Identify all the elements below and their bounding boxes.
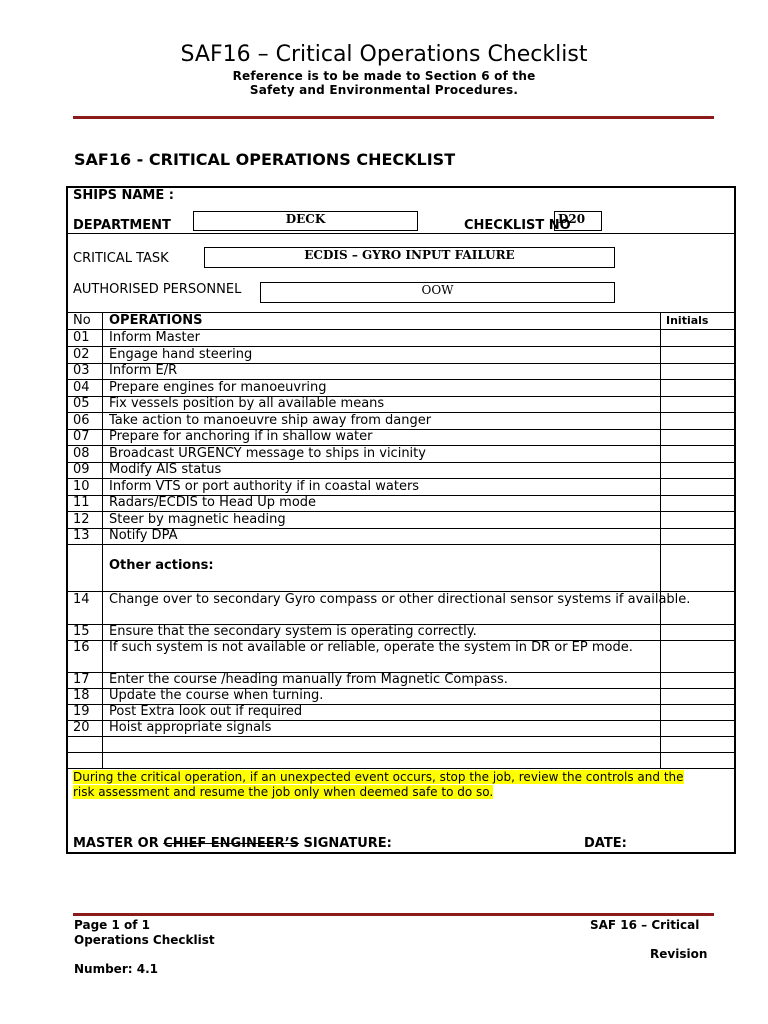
checklist-form	[66, 186, 736, 854]
row-operation: Modify AIS status	[109, 462, 222, 477]
row-line	[68, 544, 734, 545]
signature-struck-text: CHIEF ENGINEER’S	[163, 836, 299, 851]
row-number: 02	[73, 346, 90, 362]
row-operation: Post Extra look out if required	[109, 704, 303, 719]
section-title: SAF16 - CRITICAL OPERATIONS CHECKLIST	[74, 150, 456, 169]
row-number: 05	[73, 396, 90, 411]
row-number: 17	[73, 672, 90, 687]
row-operation: Take action to manoeuvre ship away from danger	[109, 412, 432, 428]
row-number: 07	[73, 429, 90, 444]
col-no-header: No	[73, 313, 91, 328]
empty-row-line	[68, 752, 734, 753]
row-operation: Notify DPA	[109, 528, 178, 543]
row-operation: Fix vessels position by all available means	[109, 396, 385, 411]
col-initials-header: Initials	[666, 314, 709, 327]
row-operation: Update the course when turning.	[109, 688, 324, 703]
row-number: 19	[73, 704, 90, 719]
table-bottom-line	[68, 768, 734, 769]
subtitle-line-1: Reference is to be made to Section 6 of the	[232, 69, 536, 83]
row-number: 16	[73, 640, 90, 655]
row-number: 20	[73, 720, 90, 735]
row-number: 18	[73, 688, 90, 703]
row-operation: Ensure that the secondary system is operating correctly.	[109, 624, 477, 639]
warning-note	[73, 770, 684, 800]
row-operation: Inform VTS or port authority if in coastal waters	[109, 478, 420, 494]
header-rule	[73, 116, 714, 119]
row-operation: Engage hand steering	[109, 346, 253, 362]
authorised-personnel-label: AUTHORISED PERSONNEL	[73, 282, 242, 297]
row-number: 08	[73, 445, 90, 461]
checklist-no-label: CHECKLIST NO	[464, 218, 571, 233]
warning-line-2: risk assessment and resume the job only when deemed safe to do so.	[73, 785, 494, 799]
row-number: 14	[73, 592, 90, 607]
col-divider-no	[102, 312, 103, 768]
row-number: 11	[73, 495, 90, 510]
row-number: 06	[73, 412, 90, 428]
row-number: 10	[73, 478, 90, 494]
authorised-personnel-field[interactable]: OOW	[260, 282, 615, 303]
row-operation: Inform Master	[109, 330, 200, 345]
footer-page: Page 1 of 1	[74, 918, 150, 932]
signature-line	[73, 836, 392, 851]
row-number: 12	[73, 511, 90, 527]
row-operation: Enter the course /heading manually from Magnetic Compass.	[109, 672, 508, 687]
footer-rule	[73, 913, 714, 916]
divider	[68, 233, 734, 234]
row-line	[68, 736, 734, 737]
row-number: 04	[73, 379, 90, 395]
critical-task-label: CRITICAL TASK	[73, 251, 169, 266]
footer-revision: Revision	[650, 947, 708, 961]
other-actions-label: Other actions:	[109, 558, 214, 573]
signature-prefix: MASTER OR	[73, 836, 164, 851]
document-title: SAF16 – Critical Operations Checklist	[180, 42, 588, 67]
ships-name-label: SHIPS NAME :	[73, 188, 174, 203]
date-label: DATE:	[584, 836, 627, 851]
footer-doc-ref: SAF 16 – Critical	[590, 918, 700, 932]
row-operation: Prepare for anchoring if in shallow water	[109, 429, 373, 444]
col-operations-header: OPERATIONS	[109, 313, 203, 328]
row-number: 15	[73, 624, 90, 639]
row-number: 13	[73, 528, 90, 543]
footer-number: Number: 4.1	[74, 962, 158, 976]
department-label: DEPARTMENT	[73, 218, 171, 233]
row-operation: Steer by magnetic heading	[109, 511, 286, 527]
signature-suffix: SIGNATURE:	[299, 836, 392, 851]
row-operation: If such system is not available or reliable, operate the system in DR or EP mode.	[109, 640, 633, 655]
checklist-no-field[interactable]: D20	[554, 211, 602, 231]
critical-task-field[interactable]: ECDIS – GYRO INPUT FAILURE	[204, 247, 615, 268]
row-operation: Radars/ECDIS to Head Up mode	[109, 495, 317, 510]
footer-doc-name: Operations Checklist	[74, 933, 215, 947]
row-number: 09	[73, 462, 90, 477]
subtitle-line-2: Safety and Environmental Procedures.	[249, 83, 519, 97]
department-field[interactable]: DECK	[193, 211, 418, 231]
row-operation: Hoist appropriate signals	[109, 720, 272, 735]
row-operation: Prepare engines for manoeuvring	[109, 379, 327, 395]
row-operation: Inform E/R	[109, 363, 178, 378]
row-operation: Change over to secondary Gyro compass or other directional sensor systems if available.	[109, 592, 691, 607]
row-number: 01	[73, 330, 90, 345]
row-operation: Broadcast URGENCY message to ships in vicinity	[109, 445, 426, 461]
row-number: 03	[73, 363, 90, 378]
warning-line-1: During the critical operation, if an unexpected event occurs, stop the job, review the controls and the	[73, 770, 684, 784]
